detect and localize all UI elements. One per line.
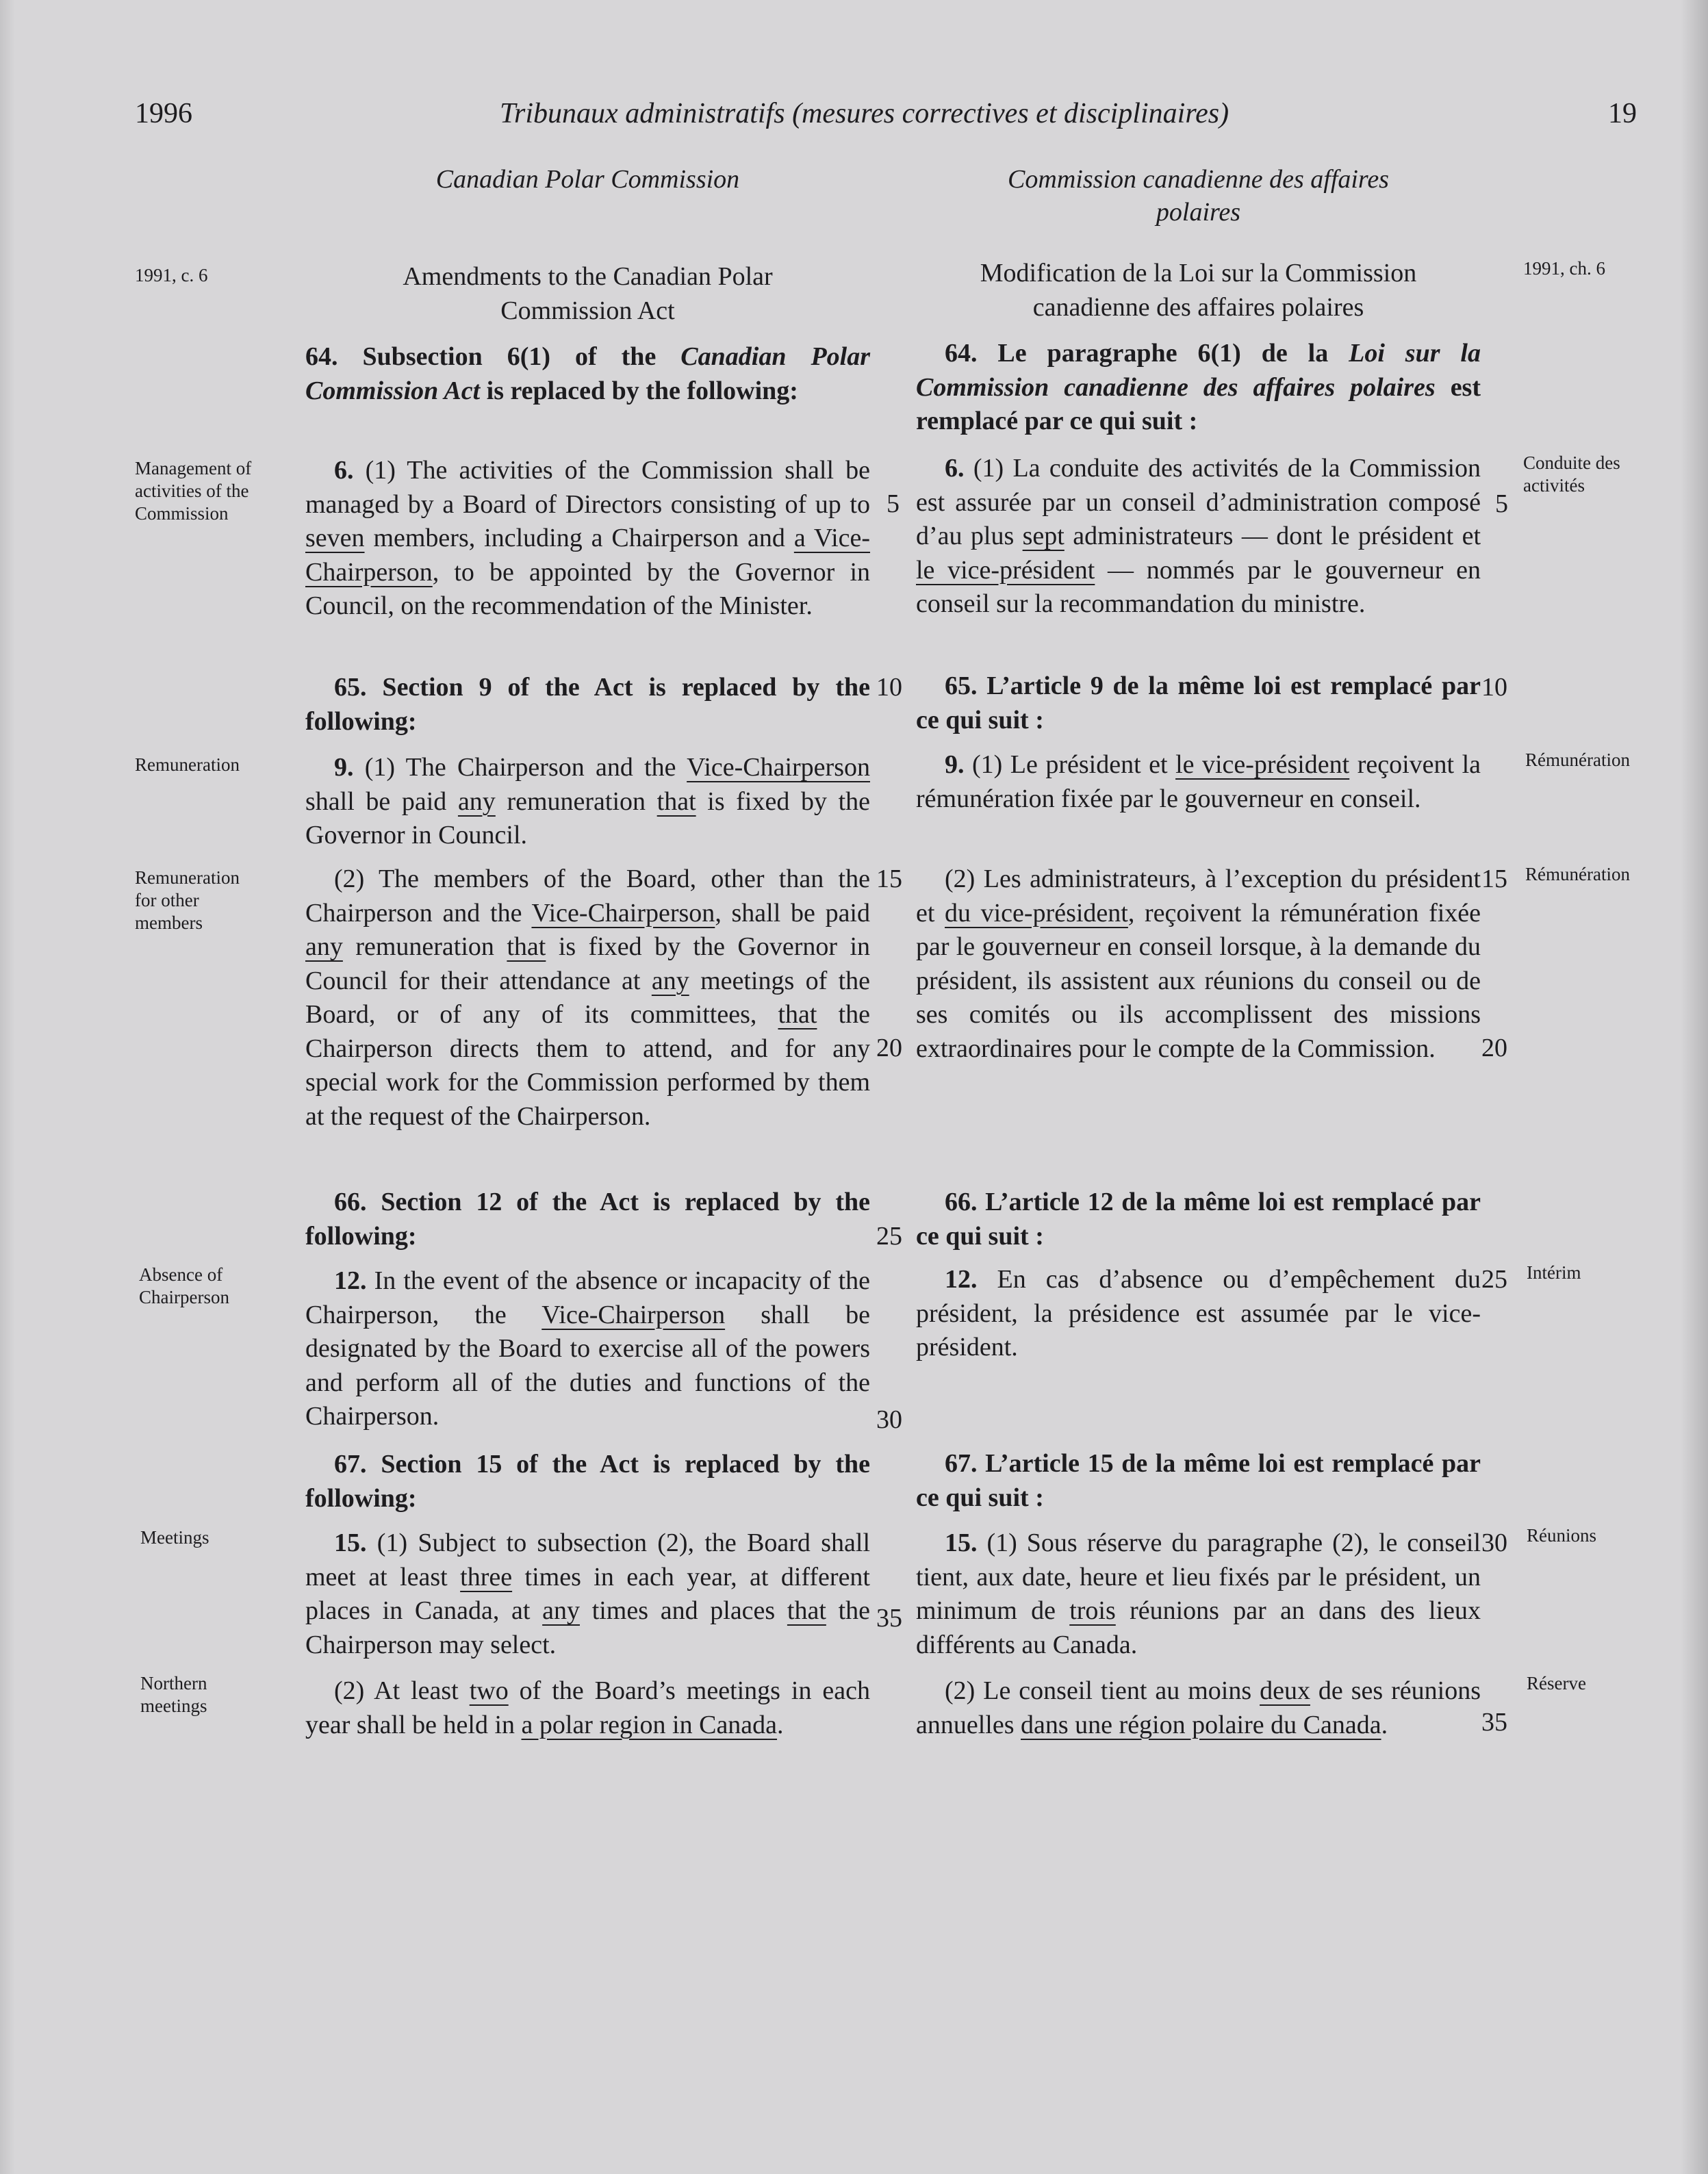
line-number: 30 — [1481, 1529, 1507, 1557]
line-number: 20 — [1481, 1034, 1507, 1062]
section-number: 6. — [334, 456, 354, 485]
section-65-heading-fr: 65. L’article 9 de la même loi est remplacé par ce qui suit : — [916, 672, 1481, 734]
line-number: 5 — [1495, 489, 1508, 518]
section-number: 15. — [945, 1529, 978, 1557]
section-number: 12. — [945, 1265, 978, 1294]
margin-note-northern: Northern meetings — [140, 1673, 207, 1716]
line-number: 25 — [1481, 1265, 1507, 1294]
line-number: 15 — [876, 865, 902, 893]
line-number: 15 — [1481, 865, 1507, 893]
margin-note-interim: Intérim — [1527, 1262, 1581, 1283]
section-15-2-fr: (2) Le conseil tient au moins deux de ses réunions annuelles dans une région polaire du Canada. — [916, 1676, 1481, 1739]
line-number: 10 — [876, 673, 902, 702]
margin-note-reserve: Réserve — [1527, 1673, 1586, 1693]
line-number: 30 — [876, 1405, 902, 1434]
section-number: 64. — [305, 342, 338, 371]
section-number: 12. — [334, 1266, 367, 1295]
section-15-1-en: 15. (1) Subject to subsection (2), the Board shall meet at least three times in each year, at different places in Canada, at any times and places that the Chairperson may select. — [305, 1529, 871, 1659]
amendment-title-fr: Modification de la Loi sur la Commission canadienne des affaires polaires — [980, 259, 1417, 322]
section-64-heading-fr: 64. Le paragraphe 6(1) de la Loi sur la Commission canadienne des affaires polaires est remplacé par ce qui suit : — [916, 339, 1481, 435]
page-right-edge-shadow — [1681, 0, 1708, 2174]
header-year: 1996 — [135, 98, 192, 129]
margin-note-remuneration-fr-1: Rémunération — [1525, 750, 1630, 770]
line-number: 5 — [887, 489, 900, 518]
line-number: 35 — [1481, 1708, 1507, 1737]
page-number: 19 — [1608, 98, 1637, 129]
section-12-en: 12. In the event of the absence or incapacity of the Chairperson, the Vice-Chairperson shall be designated by the Board to exercise all of the powers and perform all of the duties and functions of the Chairperson. — [305, 1266, 871, 1431]
page-left-edge-shadow — [0, 0, 15, 2174]
section-number: 15. — [334, 1529, 367, 1557]
margin-note-remuneration: Remuneration — [135, 754, 240, 775]
margin-note-conduite: Conduite des activités — [1523, 452, 1620, 496]
section-67-heading-en: 67. Section 15 of the Act is replaced by the following: — [305, 1450, 870, 1513]
french-heading: Commission canadienne des affaires polaires — [1008, 165, 1389, 227]
section-number: 6. — [945, 454, 965, 483]
amendment-title-en: Amendments to the Canadian Polar Commission Act — [403, 262, 773, 325]
section-12-fr: 12. En cas d’absence ou d’empêchement du président, la présidence est assumée par le vice-président. — [916, 1265, 1481, 1361]
line-number: 10 — [1481, 673, 1507, 702]
margin-citation-fr: 1991, ch. 6 — [1523, 258, 1605, 279]
margin-note-management: Management of activities of the Commission — [135, 458, 252, 524]
act-name: Canadian Polar Commission Act — [305, 342, 871, 405]
section-9-1-fr: 9. (1) Le président et le vice-président reçoivent la rémunération fixée par le gouverneur en conseil. — [916, 750, 1481, 813]
section-9-2-en: (2) The members of the Board, other than the Chairperson and the Vice-Chairperson, shall be paid any remuneration that is fixed by the Governor in Council for their attendance at any meetings of the Board, or of any of its committees, that the Chairperson directs them to attend, and for any special work for the Commission performed by them at the request of the Chairperson. — [305, 865, 871, 1131]
section-6-en: 6. (1) The activities of the Commission shall be managed by a Board of Directors consisting of up to seven members, including a Chairperson and a Vice-Chairperson, to be appointed by the Governor in Council, on the recommendation of the Minister. — [305, 456, 871, 620]
section-65-heading-en: 65. Section 9 of the Act is replaced by the following: — [305, 673, 870, 736]
section-9-2-fr: (2) Les administrateurs, à l’exception du président et du vice-président, reçoivent la rémunération fixée par le gouverneur en conseil lorsque, à la demande du président, ils assistent aux réunions du conseil ou de ses comités ou ils accomplissent des missions extraordinaires pour le compte de la Commission. — [916, 865, 1481, 1063]
section-number: 9. — [334, 753, 354, 782]
section-9-1-en: 9. (1) The Chairperson and the Vice-Chairperson shall be paid any remuneration that is fixed by the Governor in Council. — [305, 753, 870, 849]
section-67-heading-fr: 67. L’article 15 de la même loi est remplacé par ce qui suit : — [916, 1449, 1481, 1512]
margin-citation-en: 1991, c. 6 — [135, 265, 208, 285]
margin-note-remuneration-fr-2: Rémunération — [1525, 864, 1630, 884]
english-heading: Canadian Polar Commission — [435, 165, 740, 194]
section-number: 9. — [945, 750, 965, 779]
header-title: Tribunaux administratifs (mesures correctives et disciplinaires) — [500, 98, 1229, 129]
section-66-heading-fr: 66. L’article 12 de la même loi est remplacé par ce qui suit : — [916, 1188, 1481, 1251]
act-name: Loi sur la Commission canadienne des affaires polaires — [916, 339, 1481, 402]
section-64-heading-en: 64. Subsection 6(1) of the Canadian Polar Commission Act is replaced by the following: — [305, 342, 871, 405]
margin-note-reunions: Réunions — [1527, 1525, 1597, 1546]
section-15-2-en: (2) At least two of the Board’s meetings in each year shall be held in a polar region in Canada. — [305, 1676, 871, 1739]
margin-note-absence: Absence of Chairperson — [139, 1264, 229, 1307]
section-6-fr: 6. (1) La conduite des activités de la Commission est assurée par un conseil d’administration composé d’au plus sept administrateurs — dont le président et le vice-président — nommés par le gouverneur en conseil sur la recommandation du ministre. — [916, 454, 1481, 618]
section-66-heading-en: 66. Section 12 of the Act is replaced by the following: — [305, 1188, 870, 1251]
line-number: 25 — [876, 1222, 902, 1251]
line-number: 20 — [876, 1034, 902, 1062]
margin-note-meetings: Meetings — [140, 1527, 209, 1548]
section-15-1-fr: 15. (1) Sous réserve du paragraphe (2), le conseil tient, aux date, heure et lieu fixés par le président, un minimum de trois réunions par an dans des lieux différents au Canada. — [916, 1529, 1481, 1659]
margin-note-remuneration-other: Remuneration for other members — [135, 867, 240, 933]
line-number: 35 — [876, 1604, 902, 1633]
